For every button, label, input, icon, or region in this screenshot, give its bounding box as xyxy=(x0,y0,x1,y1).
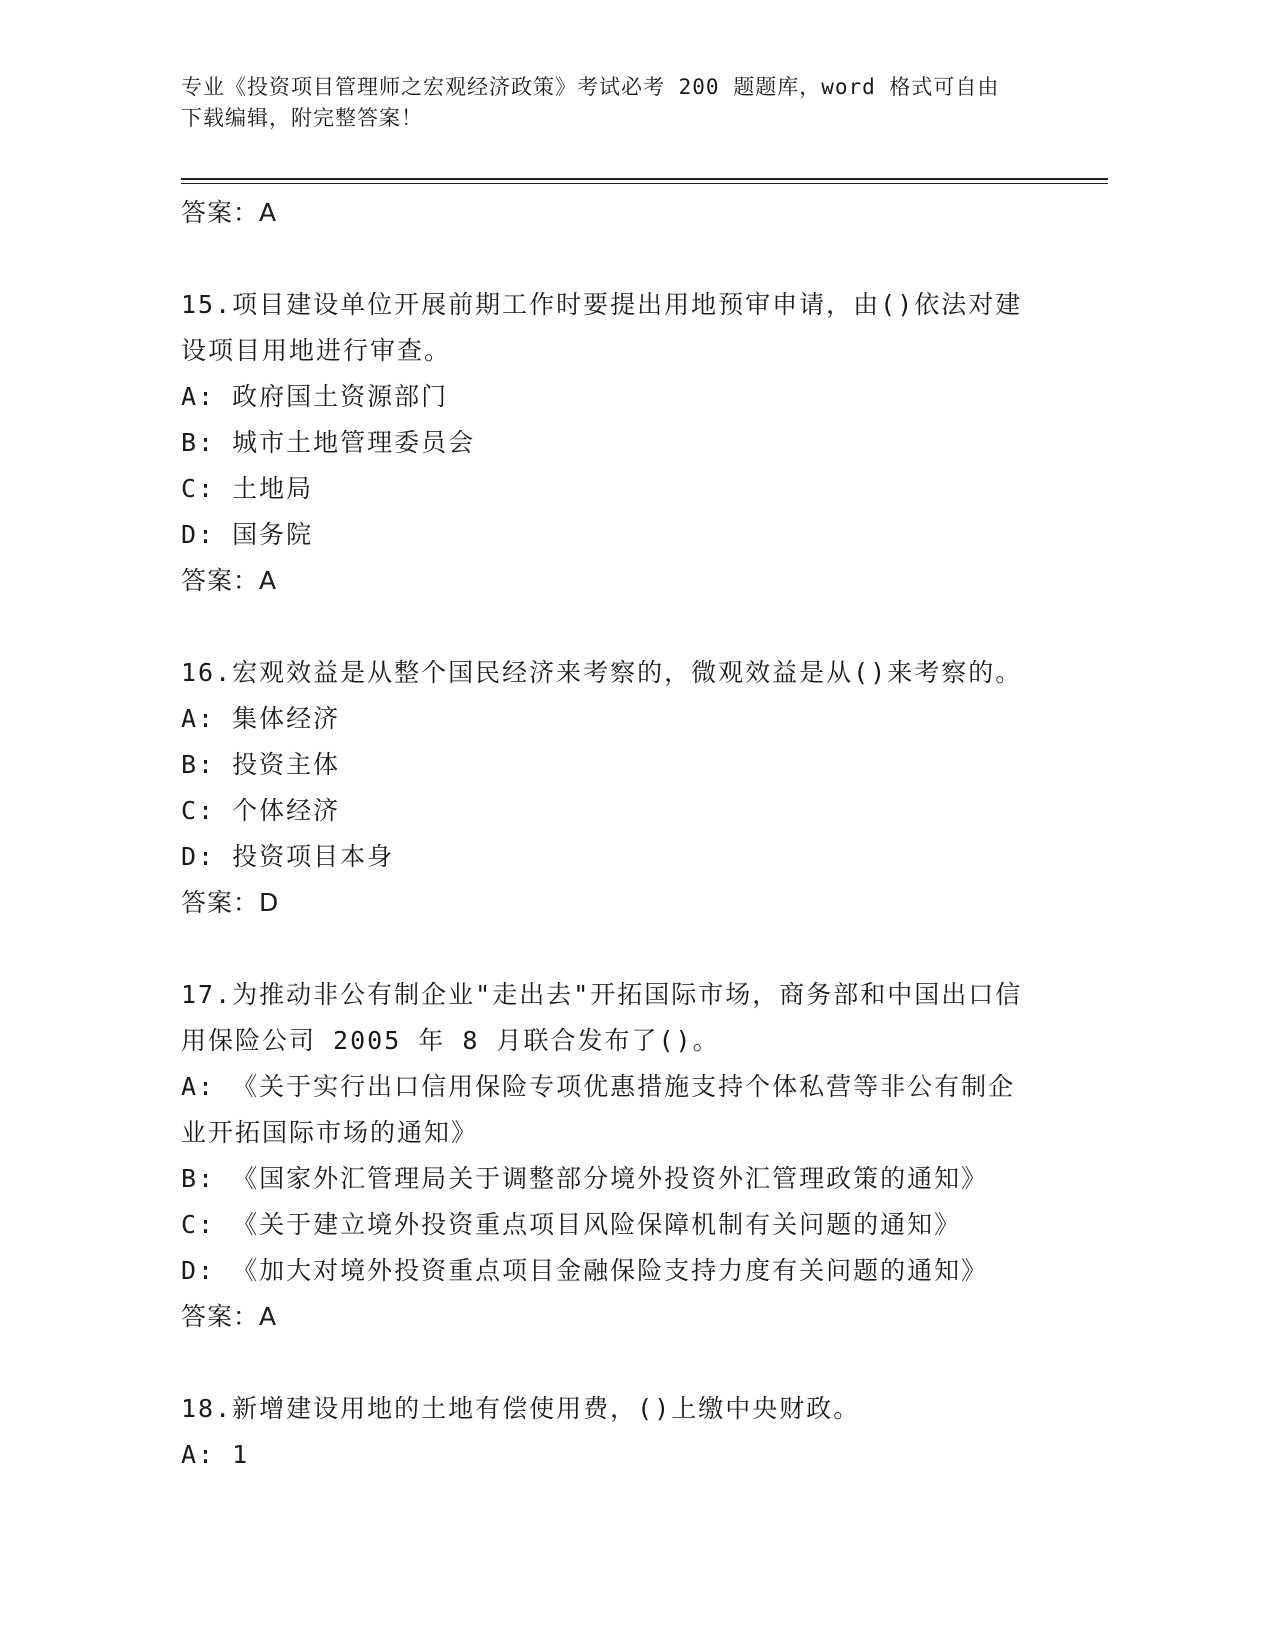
option-d: D: 投资项目本身 xyxy=(181,842,395,871)
option-c: C: 个体经济 xyxy=(181,796,341,825)
question-18 xyxy=(181,1386,1041,1478)
option-c: C: 土地局 xyxy=(181,474,314,503)
question-16 xyxy=(181,650,1041,926)
question-15 xyxy=(181,282,1041,604)
question-text: 18.新增建设用地的土地有偿使用费，()上缴中央财政。 xyxy=(181,1394,861,1423)
option-a: A: 政府国土资源部门 xyxy=(181,382,449,411)
answer-line: 答案：D xyxy=(181,888,280,917)
option-a: A: 1 xyxy=(181,1440,250,1469)
question-text: 16.宏观效益是从整个国民经济来考察的，微观效益是从()来考察的。 xyxy=(181,658,1023,687)
question-text: 17.为推动非公有制企业"走出去"开拓国际市场，商务部和中国出口信 xyxy=(181,980,1023,1009)
header-line-1: 专业《投资项目管理师之宏观经济政策》考试必考 200 题题库，word 格式可自由 xyxy=(181,75,1000,99)
option-a: A: 集体经济 xyxy=(181,704,341,733)
option-b: B: 《国家外汇管理局关于调整部分境外投资外汇管理政策的通知》 xyxy=(181,1164,989,1193)
option-c: C: 《关于建立境外投资重点项目风险保障机制有关问题的通知》 xyxy=(181,1210,962,1239)
option-a: A: 《关于实行出口信用保险专项优惠措施支持个体私营等非公有制企 xyxy=(181,1072,1016,1101)
option-a-continued: 业开拓国际市场的通知》 xyxy=(181,1118,479,1147)
option-b: B: 城市土地管理委员会 xyxy=(181,428,476,457)
question-text-continued: 设项目用地进行审查。 xyxy=(181,336,452,365)
header-line-2: 下载编辑，附完整答案！ xyxy=(181,106,423,130)
question-text: 15.项目建设单位开展前期工作时要提出用地预审申请，由()依法对建 xyxy=(181,290,1023,319)
option-d: D: 《加大对境外投资重点项目金融保险支持力度有关问题的通知》 xyxy=(181,1256,989,1285)
option-d: D: 国务院 xyxy=(181,520,314,549)
option-b: B: 投资主体 xyxy=(181,750,341,779)
header-divider-thick xyxy=(181,178,1108,180)
document-header xyxy=(181,72,1031,134)
question-list xyxy=(181,190,1041,1478)
question-text-continued: 用保险公司 2005 年 8 月联合发布了()。 xyxy=(181,1026,720,1055)
answer-line: 答案：A xyxy=(181,1302,278,1331)
question-17 xyxy=(181,972,1041,1340)
answer-line: 答案：A xyxy=(181,566,278,595)
header-divider-thin xyxy=(181,183,1108,184)
answer-line: 答案：A xyxy=(181,198,278,227)
